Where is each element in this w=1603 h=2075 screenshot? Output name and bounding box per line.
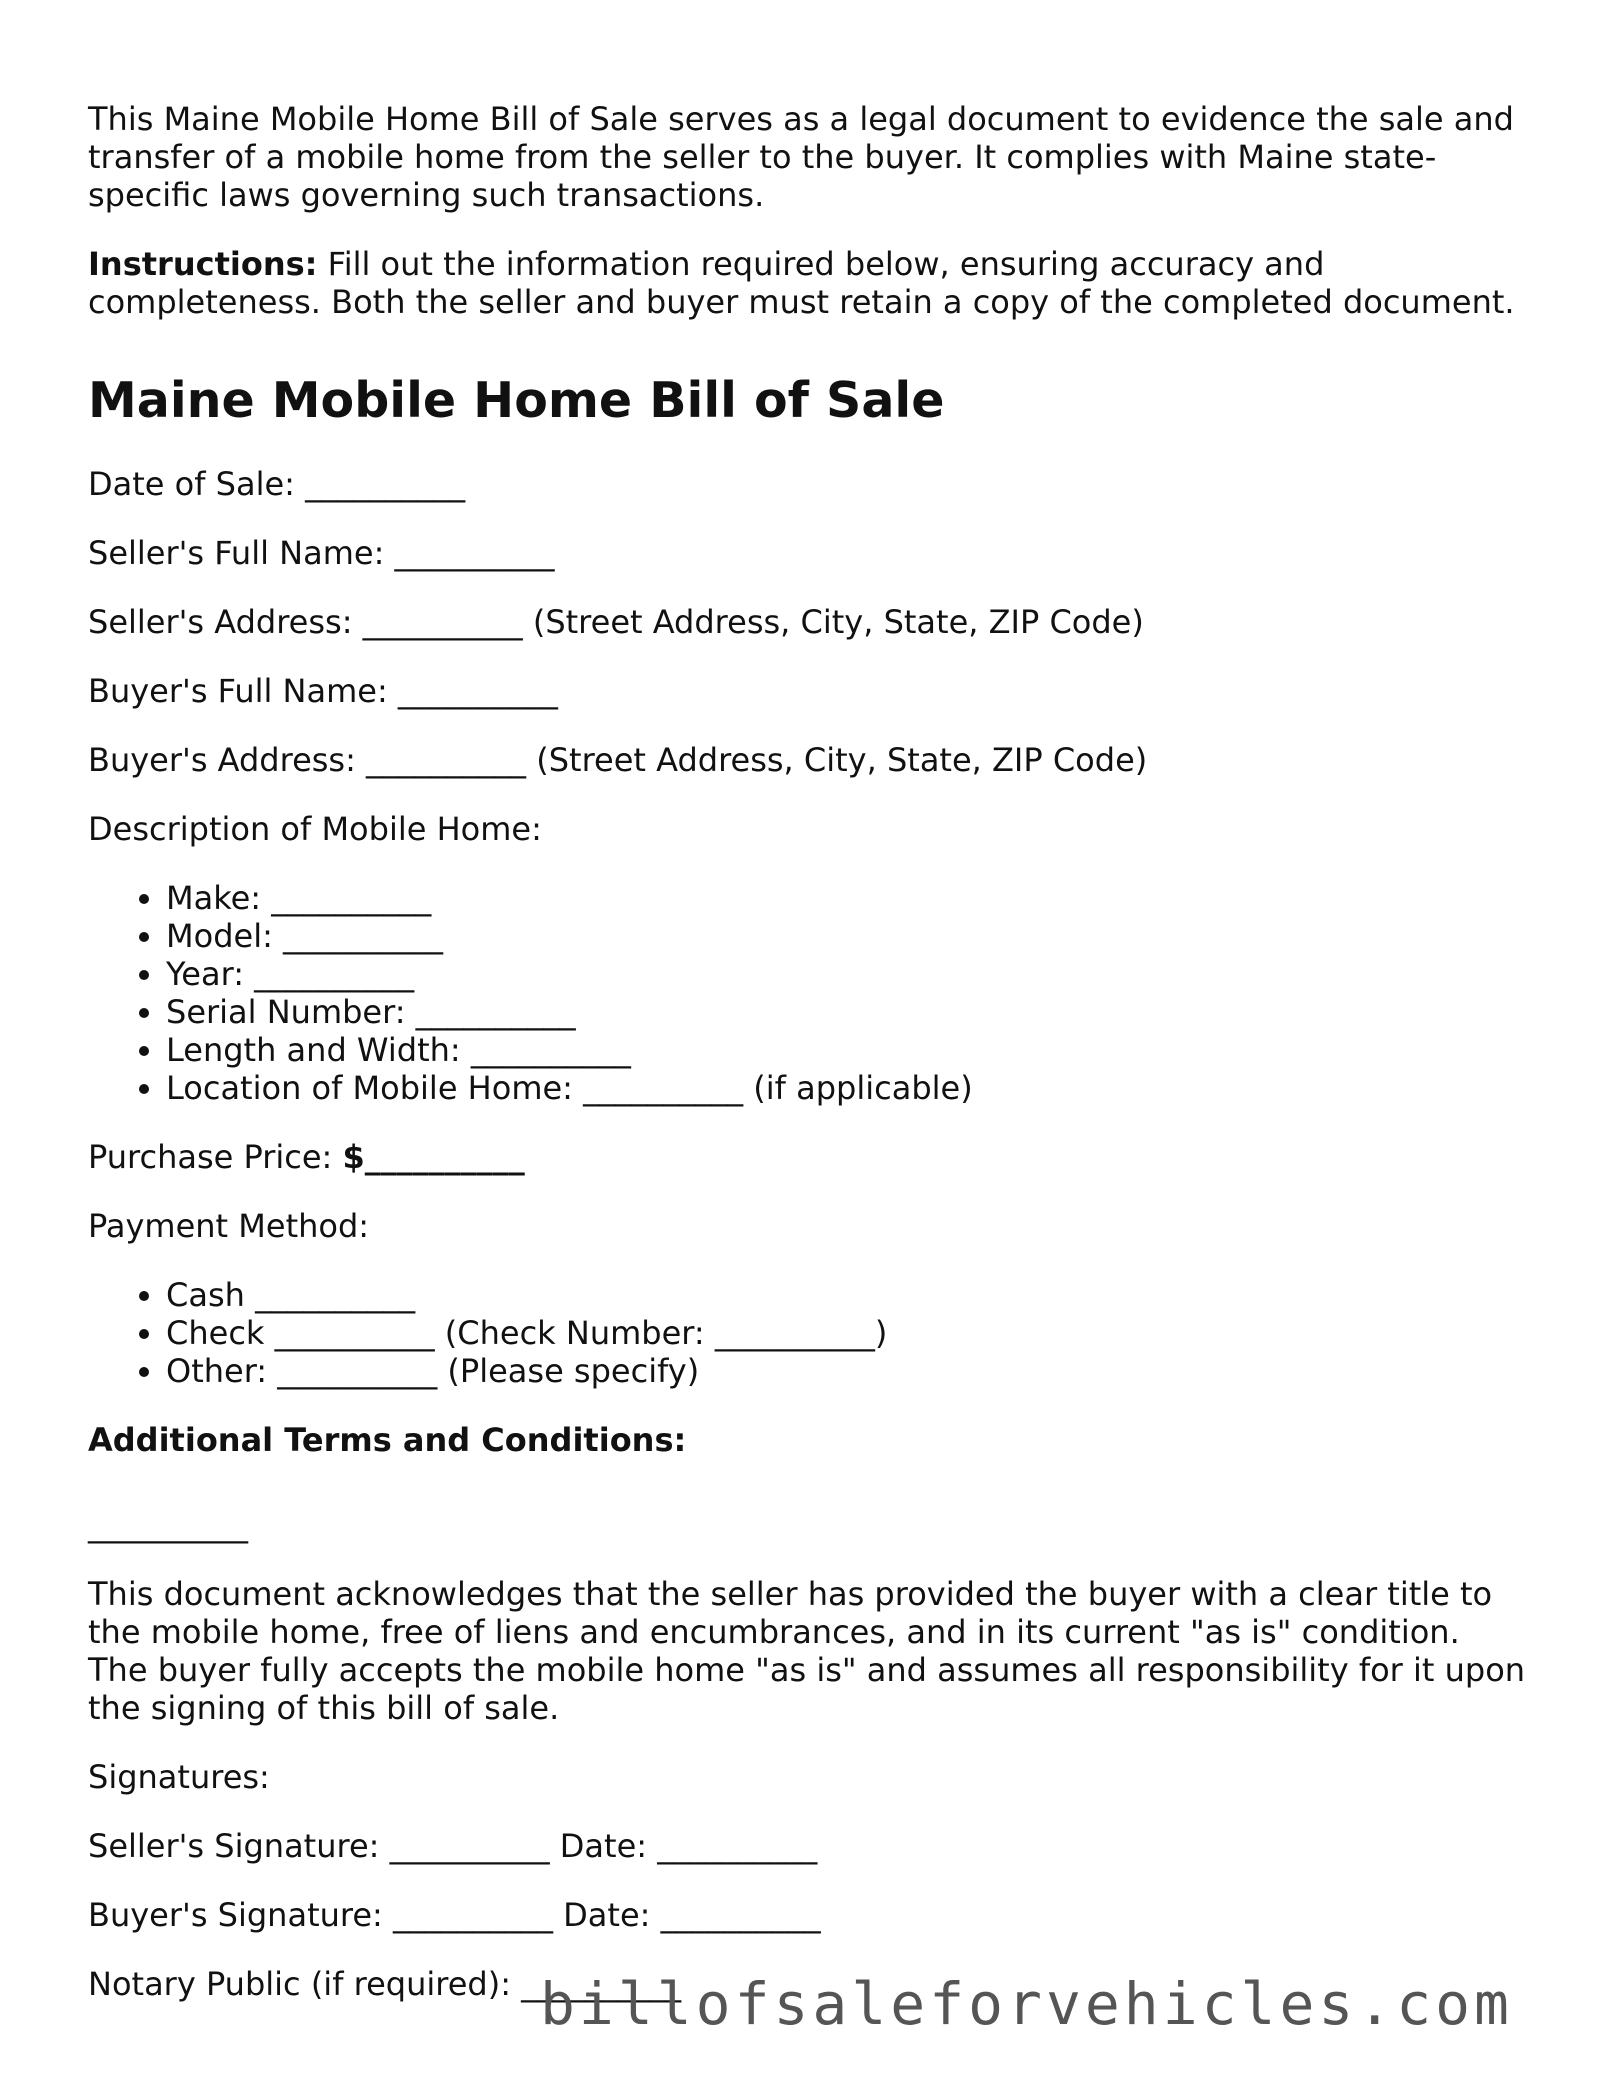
purchase-price-value: $__________ xyxy=(342,1138,525,1176)
purchase-price-field xyxy=(88,1138,1528,1176)
document-title: Maine Mobile Home Bill of Sale xyxy=(88,372,945,429)
payment-method-heading: Payment Method: xyxy=(88,1207,370,1245)
seller-signature-field: Seller's Signature: __________ Date: __________ xyxy=(88,1827,818,1865)
description-year: • Year: __________ xyxy=(166,955,1528,993)
document-page xyxy=(88,100,1528,2034)
seller-name-field: Seller's Full Name: __________ xyxy=(88,534,555,572)
additional-terms-heading: Additional Terms and Conditions: xyxy=(88,1421,687,1459)
intro-paragraph: This Maine Mobile Home Bill of Sale serves as a legal document to evidence the sale and transfer of a mobile home from the seller to the buyer. It complies with Maine state-specific laws governing such transactions. xyxy=(88,100,1514,214)
payment-cash: • Cash __________ xyxy=(166,1276,1528,1314)
date-of-sale-field: Date of Sale: __________ xyxy=(88,465,466,503)
payment-other: • Other: __________ (Please specify) xyxy=(166,1352,1528,1390)
description-make: • Make: __________ xyxy=(166,879,1528,917)
description-list xyxy=(88,879,1528,1107)
acknowledgment-paragraph: This document acknowledges that the seller has provided the buyer with a clear title to the mobile home, free of liens and encumbrances, and in its current "as is" condition. The buyer fully accepts the mobile home "as is" and assumes all responsibility for it upon the signing of this bill of sale. xyxy=(88,1575,1526,1727)
payment-check: • Check __________ (Check Number: __________) xyxy=(166,1314,1528,1352)
buyer-address-field: Buyer's Address: __________ (Street Address, City, State, ZIP Code) xyxy=(88,741,1148,779)
description-model: • Model: __________ xyxy=(166,917,1528,955)
description-serial-number: • Serial Number: __________ xyxy=(166,993,1528,1031)
signatures-heading: Signatures: xyxy=(88,1758,270,1796)
payment-method-list xyxy=(88,1276,1528,1390)
buyer-signature-field: Buyer's Signature: __________ Date: __________ xyxy=(88,1896,821,1934)
purchase-price-label: Purchase Price: xyxy=(88,1138,343,1176)
description-length-width: • Length and Width: __________ xyxy=(166,1031,1528,1069)
buyer-name-field: Buyer's Full Name: __________ xyxy=(88,672,558,710)
instructions-label: Instructions: xyxy=(88,245,318,283)
additional-terms-blank: __________ xyxy=(88,1506,248,1544)
website-watermark: billofsaleforvehicles.com xyxy=(540,1970,1513,2038)
seller-address-field: Seller's Address: __________ (Street Address, City, State, ZIP Code) xyxy=(88,603,1144,641)
instructions-text: Fill out the information required below, ensuring accuracy and completeness. Both the seller and buyer must retain a copy of the completed document. xyxy=(88,245,1515,321)
description-location: • Location of Mobile Home: __________ (if applicable) xyxy=(166,1069,1528,1107)
instructions-paragraph xyxy=(88,245,1528,321)
description-heading: Description of Mobile Home: xyxy=(88,810,542,848)
notary-field: Notary Public (if required): __________ xyxy=(88,1965,682,2003)
